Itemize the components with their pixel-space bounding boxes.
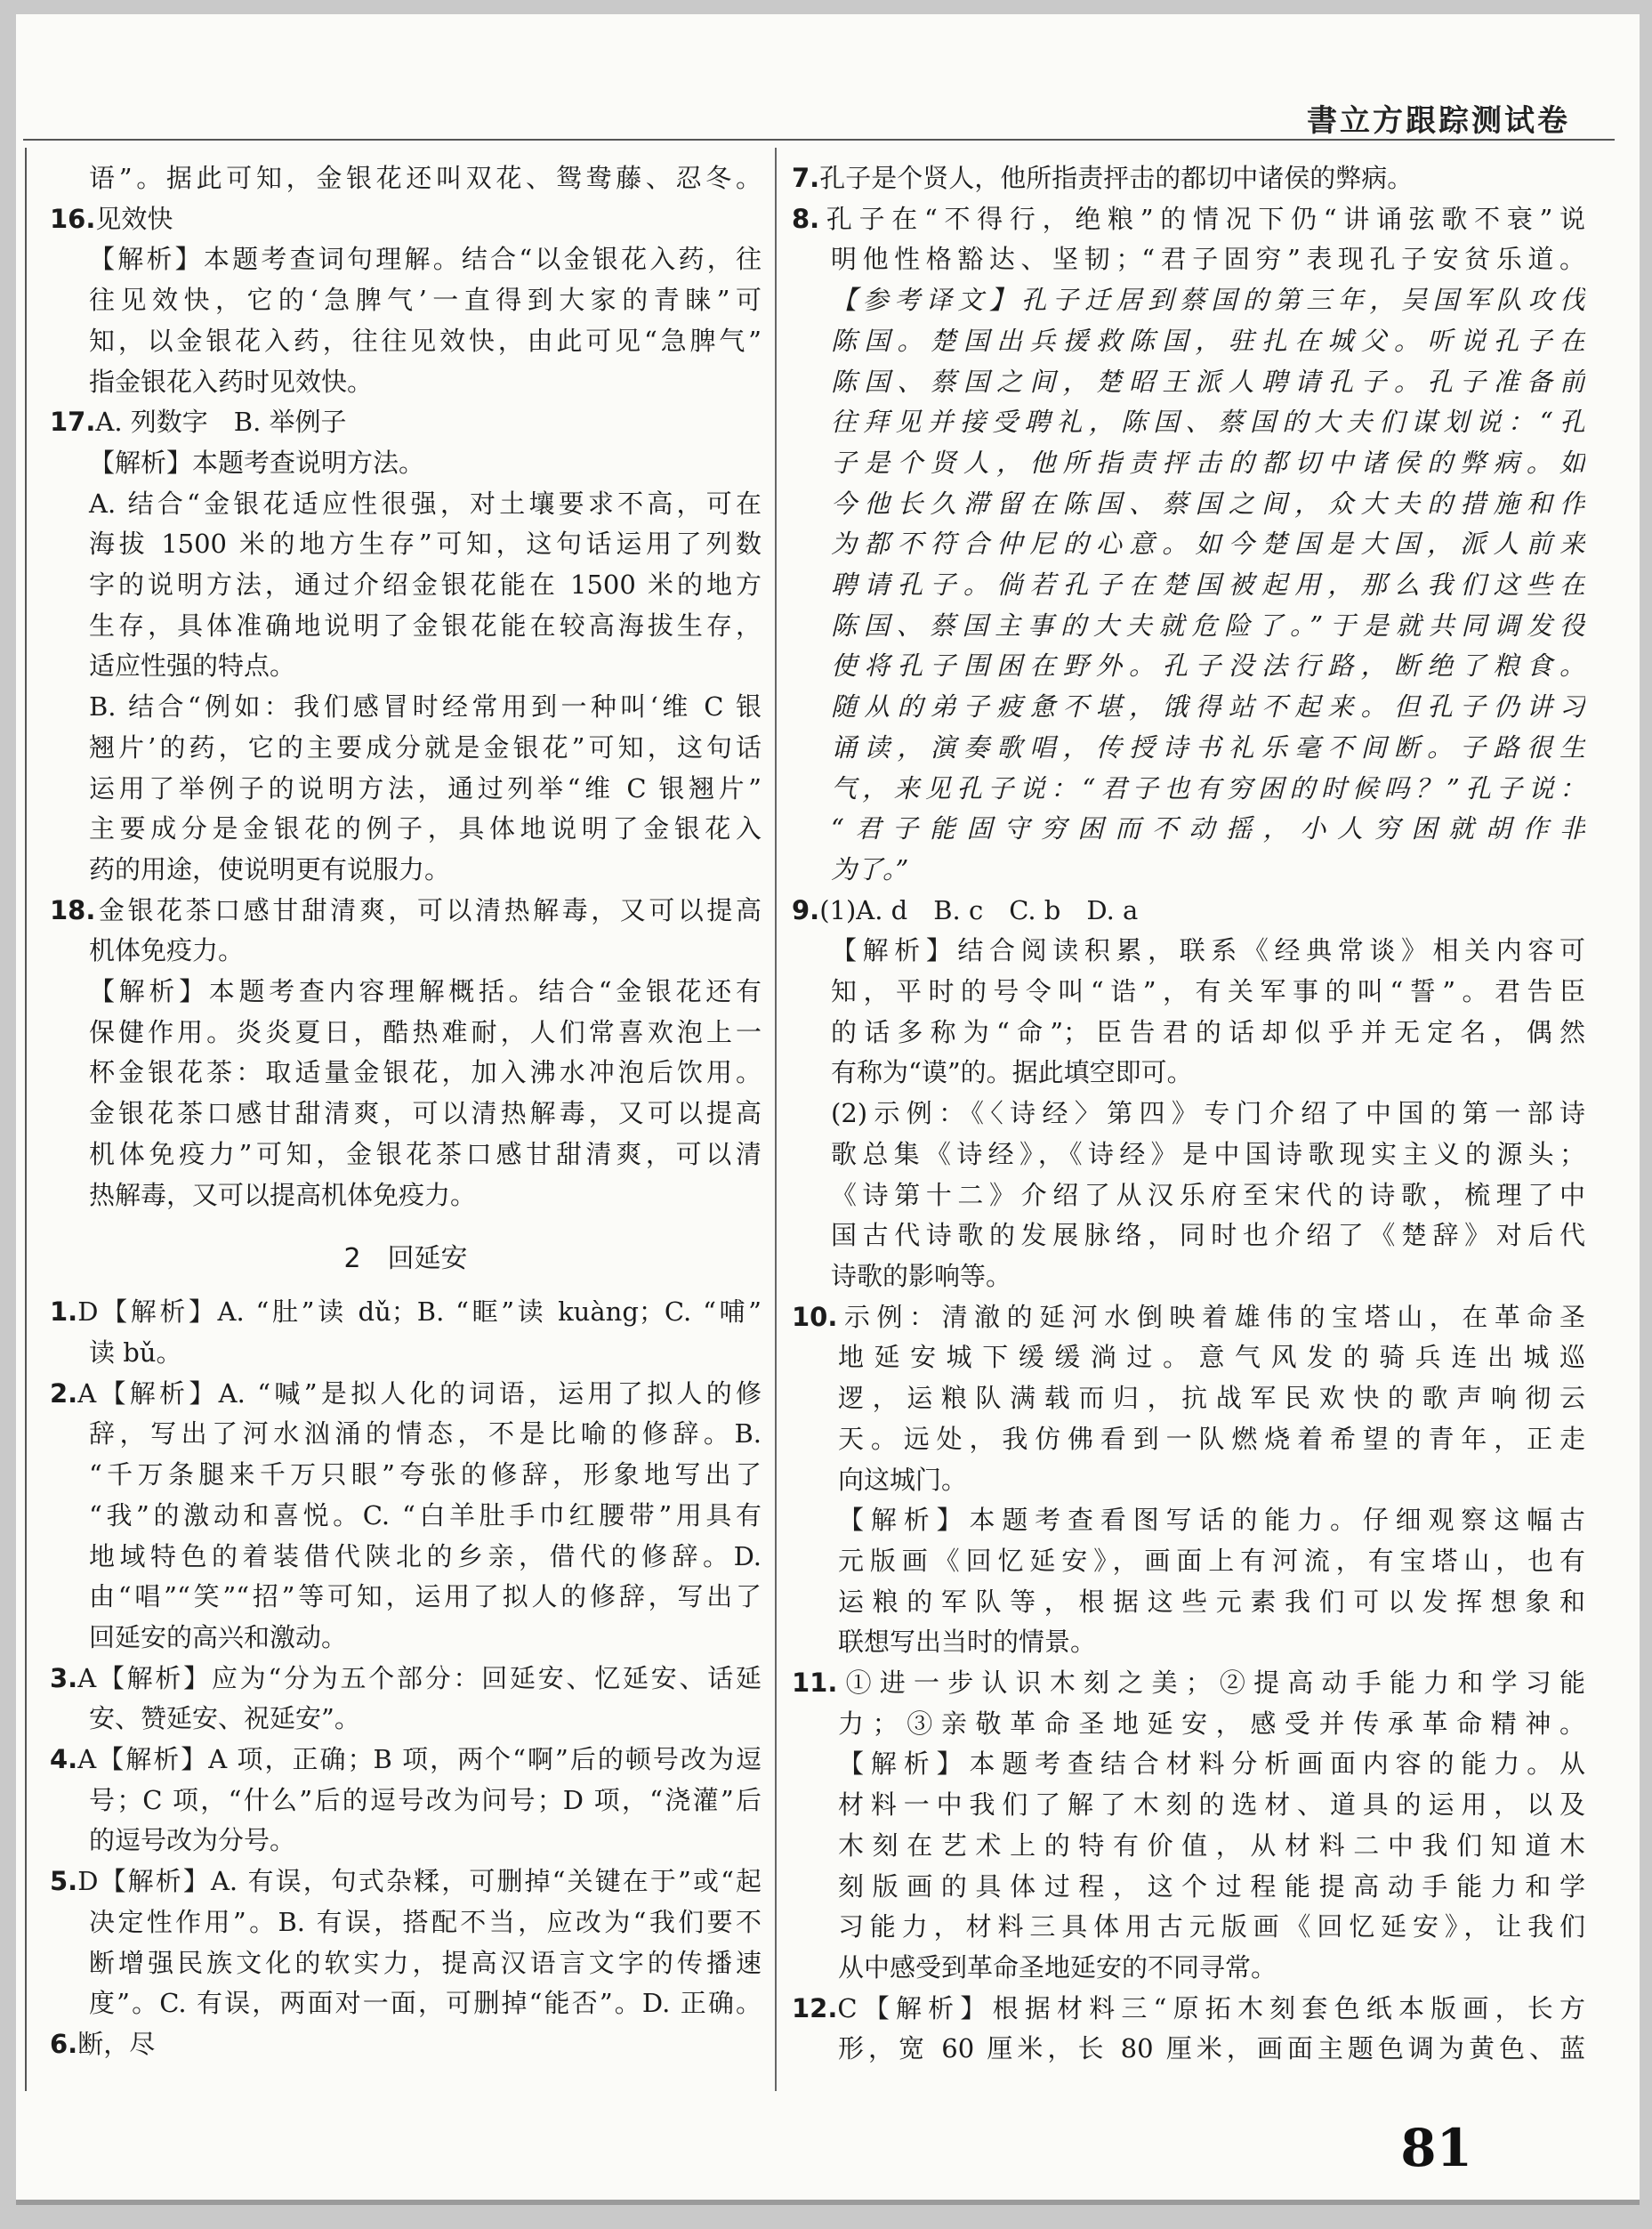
answer-line: 决定性作用”。B. 有误，搭配不当，应改为“我们要不 bbox=[89, 1906, 762, 1937]
question-number: 17. bbox=[50, 407, 96, 438]
analysis-line: 主要成分是金银花的例子，具体地说明了金银花入 bbox=[89, 813, 762, 844]
answer-18 bbox=[50, 891, 762, 1216]
analysis-line: 的话多称为“命”；臣告君的话却似乎并无定名，偶然 bbox=[831, 1016, 1585, 1047]
answer-line: 国古代诗歌的发展脉络，同时也介绍了《楚辞》对后代 bbox=[831, 1220, 1585, 1251]
answer-line: 1.D【解析】A. “肚”读 dǔ；B. “眶”读 kuàng；C. “哺” bbox=[50, 1296, 762, 1328]
answer-line: 5.D【解析】A. 有误，句式杂糅，可删掉“关键在于”或“起 bbox=[50, 1866, 762, 1897]
answer-line: 3.A【解析】应为“分为五个部分：回延安、忆延安、话延 bbox=[50, 1662, 762, 1693]
translation-line: 陈国。楚国出兵援救陈国，驻扎在城父。听说孔子在 bbox=[831, 325, 1585, 356]
translation-line: 诵读，演奏歌唱，传授诗书礼乐毫不间断。子路很生 bbox=[831, 731, 1585, 763]
analysis-line: 材料一中我们了解了木刻的选材、道具的运用，以及 bbox=[838, 1789, 1585, 1821]
analysis-line: 刻版画的具体过程，这个过程能提高动手能力和学 bbox=[838, 1870, 1585, 1902]
analysis-line: 元版画《回忆延安》，画面上有河流，有宝塔山，也有 bbox=[838, 1545, 1585, 1576]
question-number: 5. bbox=[50, 1866, 78, 1897]
analysis-line: 海拔 1500 米的地方生存”可知，这句话运用了列数 bbox=[89, 529, 762, 560]
answer-12 bbox=[792, 1989, 1585, 2070]
answer-line: 歌总集《诗经》，《诗经》是中国诗歌现实主义的源头； bbox=[831, 1138, 1585, 1169]
document-page bbox=[16, 14, 1640, 2205]
question-number: 1. bbox=[50, 1296, 78, 1328]
analysis-line: 习能力，材料三具体用古元版画《回忆延安》，让我们 bbox=[838, 1911, 1585, 1942]
answer-line: 机体免疫力。 bbox=[89, 935, 245, 966]
translation-line: 聘请孔子。倘若孔子在楚国被起用，那么我们这些在 bbox=[831, 569, 1585, 601]
answer-4 bbox=[50, 1740, 762, 1862]
reference-translation bbox=[792, 280, 1585, 891]
answer-3 bbox=[50, 1659, 762, 1740]
right-column bbox=[792, 158, 1585, 2070]
translation-line: 【参考译文】孔子迁居到蔡国的第三年，吴国军队攻伐 bbox=[831, 285, 1585, 316]
question-number: 12. bbox=[792, 1992, 838, 2023]
translation-line: “君子能固守穷困而不动摇，小人穷困就胡作非 bbox=[831, 813, 1585, 844]
answer-2 bbox=[50, 1374, 762, 1659]
analysis-line: 机体免疫力”可知，金银花茶口感甘甜清爽，可以清 bbox=[89, 1138, 762, 1169]
left-margin-rule bbox=[25, 148, 27, 2091]
question-number: 9. bbox=[792, 894, 820, 925]
analysis-line: 【解析】本题考查看图写话的能力。仔细观察这幅古 bbox=[838, 1505, 1585, 1536]
answer-line: 由“唱”“笑”“招”等可知，运用了拟人的修辞，写出了 bbox=[89, 1581, 762, 1612]
question-number: 10. bbox=[792, 1301, 838, 1332]
analysis-line: A. 结合“金银花适应性很强，对土壤要求不高，可在 bbox=[89, 488, 762, 519]
translation-line: 今他长久滞留在陈国、蔡国之间，众大夫的措施和作 bbox=[831, 488, 1585, 519]
answer-line: 2.A【解析】A. “喊”是拟人化的词语，运用了拟人的修 bbox=[50, 1377, 762, 1409]
analysis-line: 【解析】本题考查词句理解。结合“以金银花入药，往 bbox=[89, 244, 762, 275]
question-number: 8. bbox=[792, 203, 820, 234]
analysis-line: 保健作用。炎炎夏日，酷热难耐，人们常喜欢泡上一 bbox=[89, 1016, 762, 1047]
analysis-line: 运用了举例子的说明方法，通过列举“维 C 银翘片” bbox=[89, 772, 762, 804]
answer-line: 回延安的高兴和激动。 bbox=[89, 1621, 348, 1652]
question-number: 16. bbox=[50, 203, 96, 234]
analysis-line: 运粮的军队等，根据这些元素我们可以发挥想象和 bbox=[838, 1586, 1585, 1617]
translation-line: 陈国、蔡国主事的大夫就危险了。”于是就共同调发役 bbox=[831, 610, 1585, 641]
answer-line: 辞，写出了河水汹涌的情态，不是比喻的修辞。B. bbox=[89, 1418, 762, 1450]
answer-line: 7.孔子是个贤人，他所指责抨击的都切中诸侯的弊病。 bbox=[792, 163, 1414, 193]
analysis-line: 药的用途，使说明更有说服力。 bbox=[89, 853, 451, 884]
analysis-line: 木刻在艺术上的特有价值，从材料二中我们知道木 bbox=[838, 1829, 1585, 1861]
answer-7 bbox=[792, 158, 1585, 199]
analysis-line: 知，以金银花入药，往往见效快，由此可见“急脾气” bbox=[89, 325, 762, 356]
translation-line: 气，来见孔子说：“君子也有穷困的时候吗？”孔子说： bbox=[831, 772, 1585, 804]
answer-line: 10.示例：清澈的延河水倒映着雄伟的宝塔山，在革命圣 bbox=[792, 1301, 1585, 1332]
question-number: 6. bbox=[50, 2028, 78, 2059]
question-number: 11. bbox=[792, 1668, 838, 1699]
answer-line: 16.见效快 bbox=[50, 203, 173, 234]
carryover-line: 语”。据此可知，金银花还叫双花、鸳鸯藤、忍冬。 bbox=[89, 163, 762, 193]
translation-line: 为都不符合仲尼的心意。如今楚国是大国，派人前来 bbox=[831, 529, 1585, 560]
answer-9 bbox=[792, 891, 1585, 1297]
answer-line: 18.金银花茶口感甘甜清爽，可以清热解毒，又可以提高 bbox=[50, 894, 762, 925]
answer-line: 读 bǔ。 bbox=[89, 1337, 182, 1368]
answer-line: “千万条腿来千万只眼”夸张的修辞，形象地写出了 bbox=[89, 1459, 762, 1490]
answer-line: 11.①进一步认识木刻之美；②提高动手能力和学习能 bbox=[792, 1668, 1585, 1699]
answer-line: 诗歌的影响等。 bbox=[831, 1260, 1012, 1291]
answer-line: 天。远处，我仿佛看到一队燃烧着希望的青年，正走 bbox=[838, 1423, 1585, 1454]
answer-11 bbox=[792, 1663, 1585, 1989]
analysis-line: 金银花茶口感甘甜清爽，可以清热解毒，又可以提高 bbox=[89, 1098, 762, 1129]
answer-line: 号；C 项，“什么”后的逗号改为问号；D 项，“浇灌”后 bbox=[89, 1784, 762, 1815]
answer-line: 向这城门。 bbox=[838, 1464, 968, 1495]
analysis-line: 生存，具体准确地说明了金银花能在较高海拔生存， bbox=[89, 610, 762, 641]
analysis-line: 知，平时的号令叫“诰”，有关军事的叫“誓”。君告臣 bbox=[831, 976, 1585, 1007]
header-rule bbox=[23, 139, 1615, 141]
left-column bbox=[50, 158, 762, 2065]
answer-line: 安、赞延安、祝延安”。 bbox=[89, 1703, 360, 1734]
page-number: 81 bbox=[1400, 2118, 1472, 2178]
analysis-line: B. 结合“例如：我们感冒时经常用到一种叫‘维 C 银 bbox=[89, 691, 762, 723]
analysis-line: 杯金银花茶：取适量金银花，加入沸水冲泡后饮用。 bbox=[89, 1057, 762, 1088]
answer-line: 度”。C. 有误，两面对一面，可删掉“能否”。D. 正确。 bbox=[89, 1988, 762, 2019]
question-number: 4. bbox=[50, 1744, 78, 1775]
answer-line: 6.断，尽 bbox=[50, 2028, 156, 2059]
question-number: 2. bbox=[50, 1377, 78, 1409]
answer-8 bbox=[792, 199, 1585, 891]
analysis-line: 联想写出当时的情景。 bbox=[838, 1627, 1097, 1658]
answer-line: 12.C【解析】根据材料三“原拓木刻套色纸本版画，长方 bbox=[792, 1992, 1585, 2023]
analysis-line: 【解析】结合阅读积累，联系《经典常谈》相关内容可 bbox=[831, 935, 1585, 966]
answer-line: 形，宽 60 厘米，长 80 厘米，画面主题色调为黄色、蓝 bbox=[838, 2033, 1585, 2064]
translation-line: 随从的弟子疲惫不堪，饿得站不起来。但孔子仍讲习 bbox=[831, 691, 1585, 723]
answer-line: 明他性格豁达、坚韧；“君子固穷”表现孔子安贫乐道。 bbox=[831, 244, 1585, 275]
answer-line: 断增强民族文化的软实力，提高汉语言文字的传播速 bbox=[89, 1947, 762, 1978]
analysis-line: 【解析】本题考查说明方法。 bbox=[89, 447, 425, 478]
answer-line: “我”的激动和喜悦。C. “白羊肚手巾红腰带”用具有 bbox=[89, 1499, 762, 1530]
answer-6 bbox=[50, 2024, 762, 2065]
answer-line: 8.孔子在“不得行，绝粮”的情况下仍“讲诵弦歌不衰”说 bbox=[792, 203, 1585, 234]
answer-5 bbox=[50, 1862, 762, 2024]
analysis-line: 往见效快，它的‘急脾气’一直得到大家的青睐”可 bbox=[89, 285, 762, 316]
analysis-line: 翘片’的药，它的主要成分就是金银花”可知，这句话 bbox=[89, 731, 762, 763]
section-title: 2 回延安 bbox=[343, 1243, 468, 1275]
answer-line: (2)示例：《〈诗经〉第四》专门介绍了中国的第一部诗 bbox=[831, 1098, 1585, 1129]
translation-line: 往拜见并接受聘礼，陈国、蔡国的大夫们谋划说：“孔 bbox=[831, 407, 1585, 438]
translation-line: 为了。” bbox=[831, 853, 909, 884]
bottom-band bbox=[16, 2200, 1640, 2205]
analysis-line: 适应性强的特点。 bbox=[89, 650, 296, 682]
translation-line: 子是个贤人，他所指责抨击的都切中诸侯的弊病。如 bbox=[831, 447, 1585, 478]
translation-line: 使将孔子围困在野外。孔子没法行路，断绝了粮食。 bbox=[831, 650, 1585, 682]
analysis-line: 指金银花入药时见效快。 bbox=[89, 366, 374, 397]
answer-1 bbox=[50, 1292, 762, 1373]
question-number: 7. bbox=[792, 163, 820, 193]
answer-line: 9.(1)A. d B. c C. b D. a bbox=[792, 894, 1139, 925]
answer-line: 4.A【解析】A 项，正确；B 项，两个“啊”后的顿号改为逗 bbox=[50, 1744, 762, 1775]
translation-line: 陈国、蔡国之间，楚昭王派人聘请孔子。孔子准备前 bbox=[831, 366, 1585, 397]
answer-line: 《诗第十二》介绍了从汉乐府至宋代的诗歌，梳理了中 bbox=[831, 1179, 1585, 1210]
analysis-line: 热解毒，又可以提高机体免疫力。 bbox=[89, 1179, 477, 1210]
column-divider bbox=[775, 148, 777, 2091]
answer-line: 的逗号改为分号。 bbox=[89, 1825, 296, 1856]
answer-10 bbox=[792, 1297, 1585, 1663]
analysis-line: 有称为“谟”的。据此填空即可。 bbox=[831, 1057, 1193, 1088]
analysis-line: 从中感受到革命圣地延安的不同寻常。 bbox=[838, 1951, 1277, 1983]
answer-16 bbox=[50, 199, 762, 403]
answer-line: 力；③亲敬革命圣地延安，感受并传承革命精神。 bbox=[838, 1708, 1585, 1739]
question-number: 18. bbox=[50, 894, 96, 925]
answer-17 bbox=[50, 402, 762, 890]
answer-line: 地域特色的着装借代陕北的乡亲，借代的修辞。D. bbox=[89, 1540, 762, 1571]
analysis-line: 【解析】本题考查结合材料分析画面内容的能力。从 bbox=[838, 1748, 1585, 1780]
header-title: 書立方跟踪测试卷 bbox=[1307, 103, 1570, 139]
answer-line: 地延安城下缓缓淌过。意气风发的骑兵连出城巡 bbox=[838, 1342, 1585, 1373]
answer-line: 17.A. 列数字 B. 举例子 bbox=[50, 407, 347, 438]
analysis-line: 字的说明方法，通过介绍金银花能在 1500 米的地方 bbox=[89, 569, 762, 601]
question-number: 3. bbox=[50, 1662, 78, 1693]
answer-line: 逻，运粮队满载而归，抗战军民欢快的歌声响彻云 bbox=[838, 1383, 1585, 1414]
analysis-line: 【解析】本题考查内容理解概括。结合“金银花还有 bbox=[89, 976, 762, 1007]
